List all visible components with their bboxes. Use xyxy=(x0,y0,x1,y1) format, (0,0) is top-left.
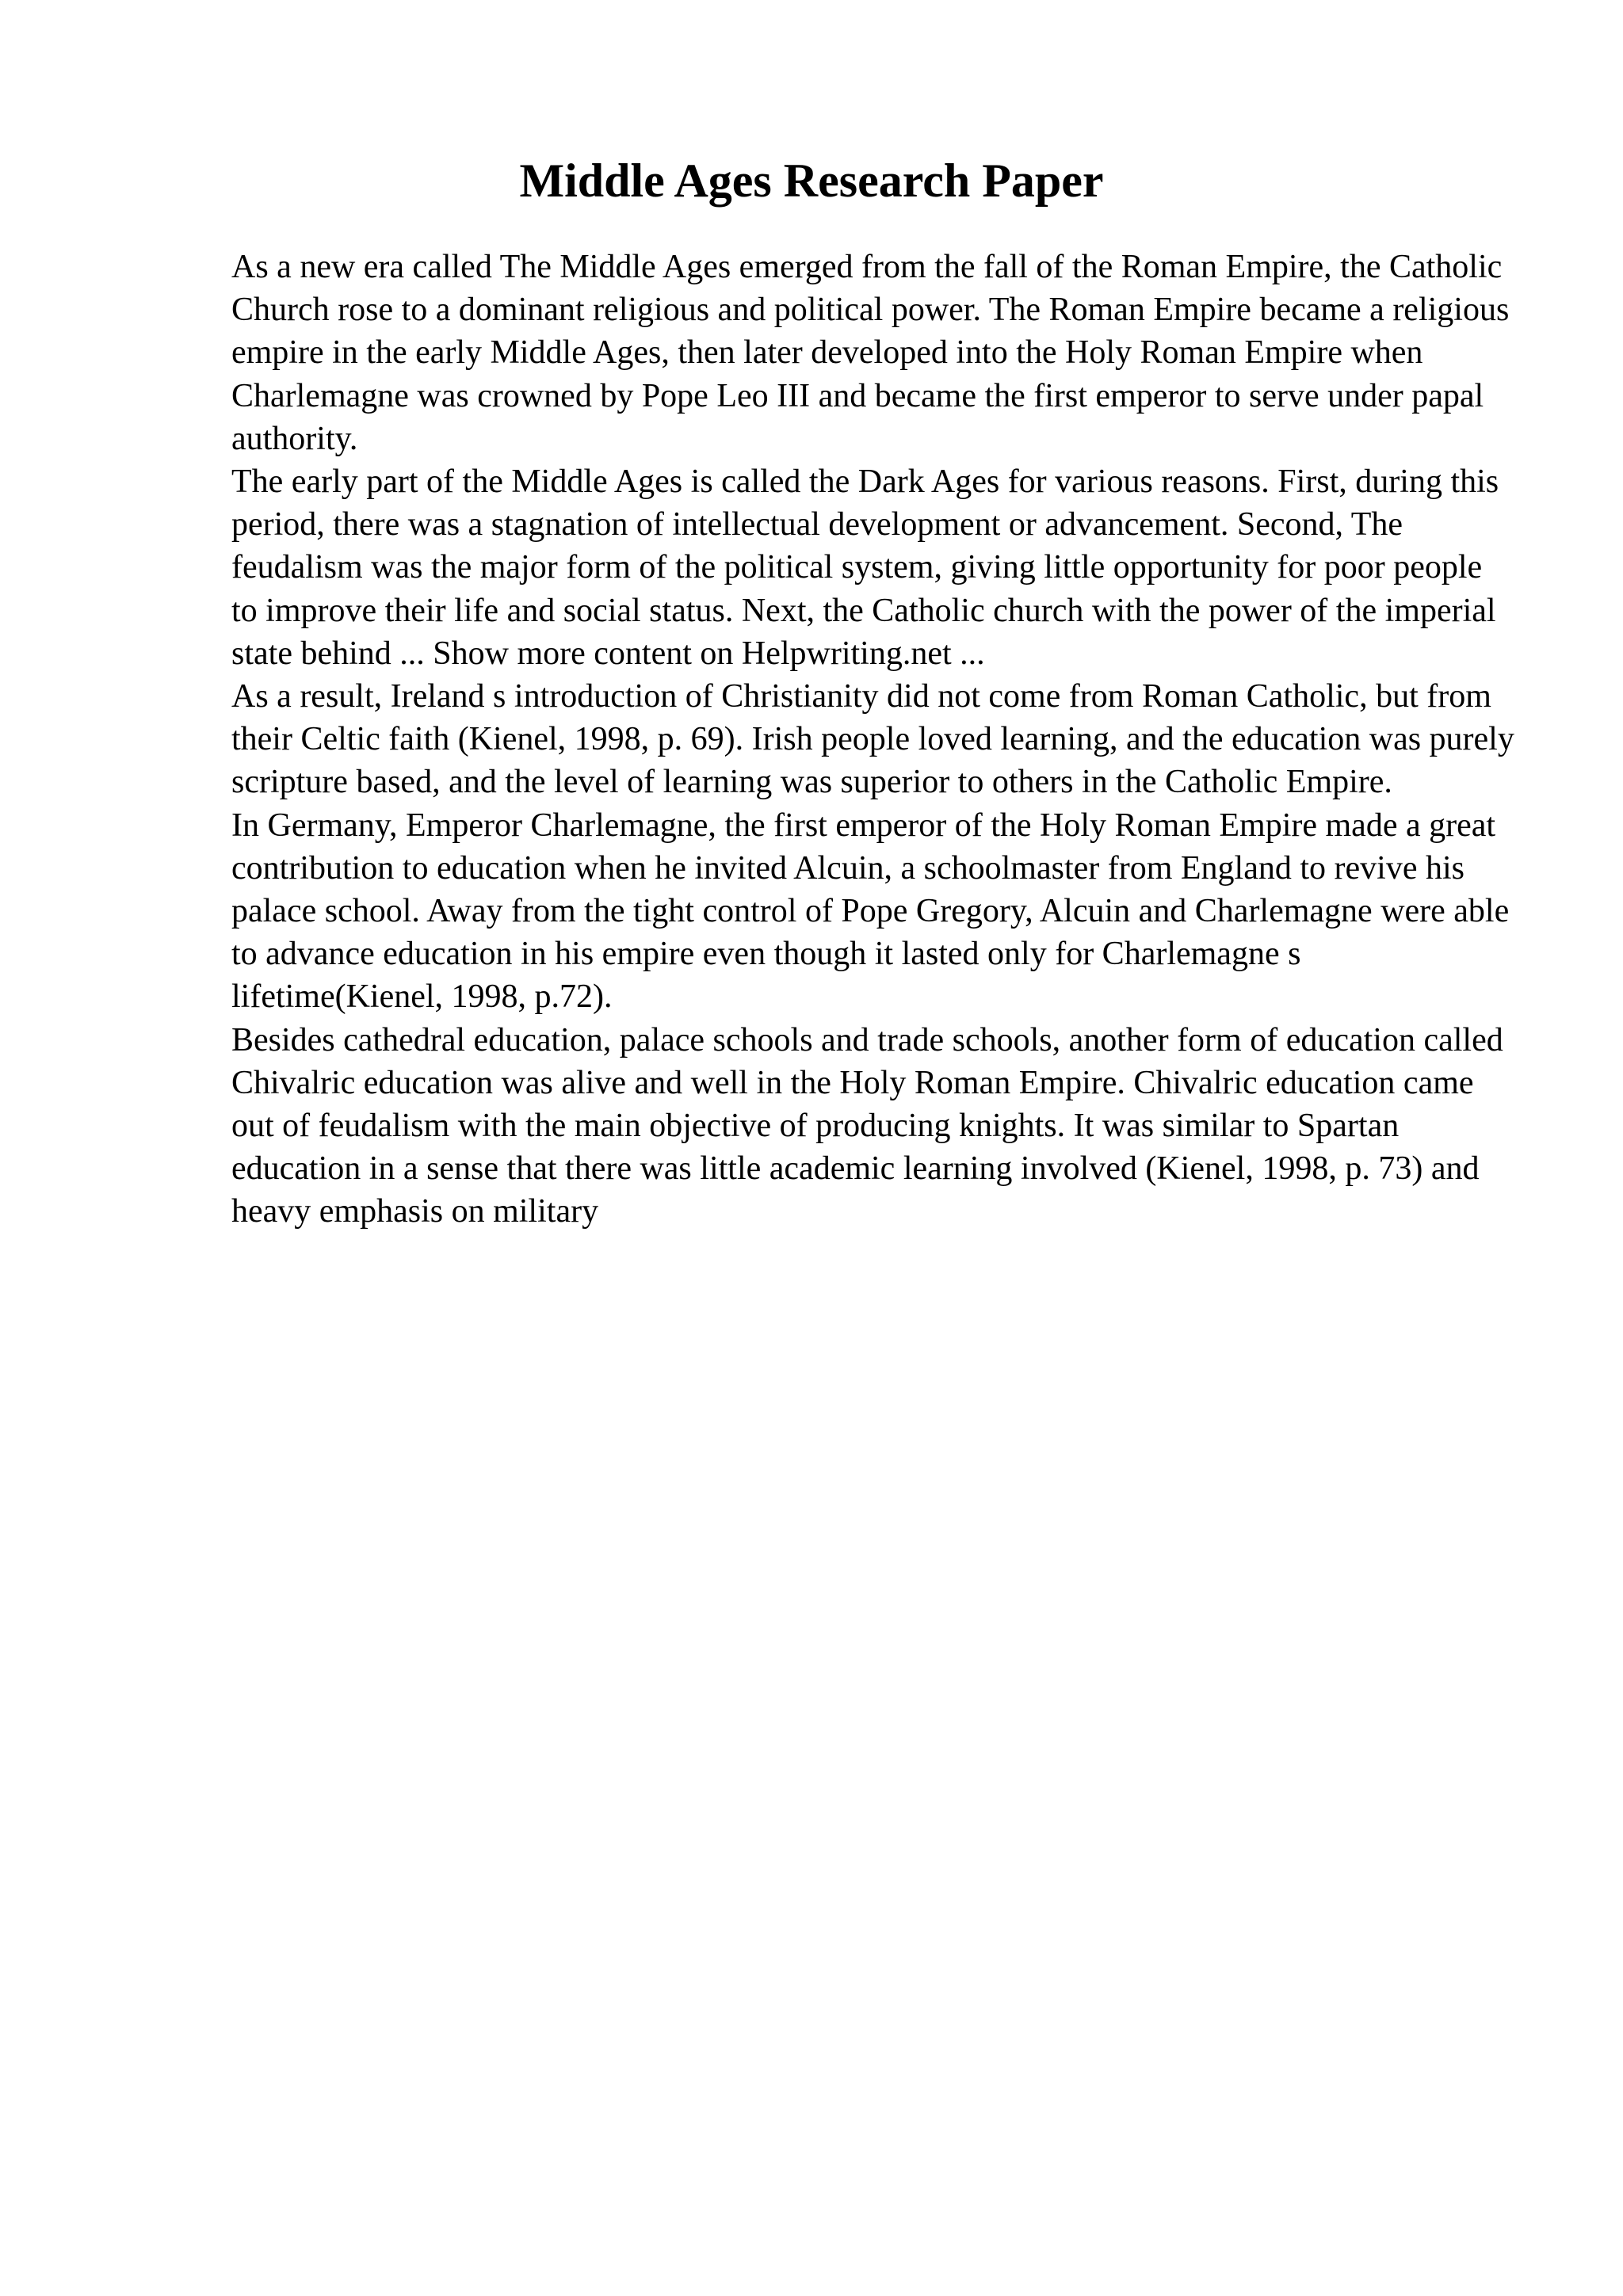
paragraph-2: The early part of the Middle Ages is called the Dark Ages for various reasons. First, during this period, there was a stagnation of intellectual development or advancement. Second, The feudalism was the major form of the political system, giving little opportunity for poor people to improve their life and social status. Next, the Catholic church with the power of the imperial state behind ... Show more content on Helpwriting.net ... xyxy=(231,463,1499,672)
page-title: Middle Ages Research Paper xyxy=(519,154,1104,207)
paragraph-5: Besides cathedral education, palace schools and trade schools, another form of education called Chivalric education was alive and well in the Holy Roman Empire. Chivalric education came out of feudalism with the main objective of producing knights. It was similar to Spartan education in a sense that there was little academic learning involved (Kienel, 1998, p. 73) and heavy emphasis on military xyxy=(231,1021,1503,1230)
paragraph-1: As a new era called The Middle Ages emerged from the fall of the Roman Empire, the Catholic Church rose to a dominant religious and political power. The Roman Empire became a religious empire in the early Middle Ages, then later developed into the Holy Roman Empire when Charlemagne was crowned by Pope Leo III and became the first emperor to serve under papal authority. xyxy=(231,249,1510,457)
document-body xyxy=(231,246,1515,1234)
paragraph-3: As a result, Ireland s introduction of Christianity did not come from Roman Catholic, but from their Celtic faith (Kienel, 1998, p. 69). Irish people loved learning, and the education was purely scripture based, and the level of learning was superior to others in the Catholic Empire. xyxy=(231,678,1514,801)
paragraph-4: In Germany, Emperor Charlemagne, the first emperor of the Holy Roman Empire made a great contribution to education when he invited Alcuin, a schoolmaster from England to revive his palace school. Away from the tight control of Pope Gregory, Alcuin and Charlemagne were able to advance education in his empire even though it lasted only for Charlemagne s lifetime(Kienel, 1998, p.72). xyxy=(231,807,1510,1016)
